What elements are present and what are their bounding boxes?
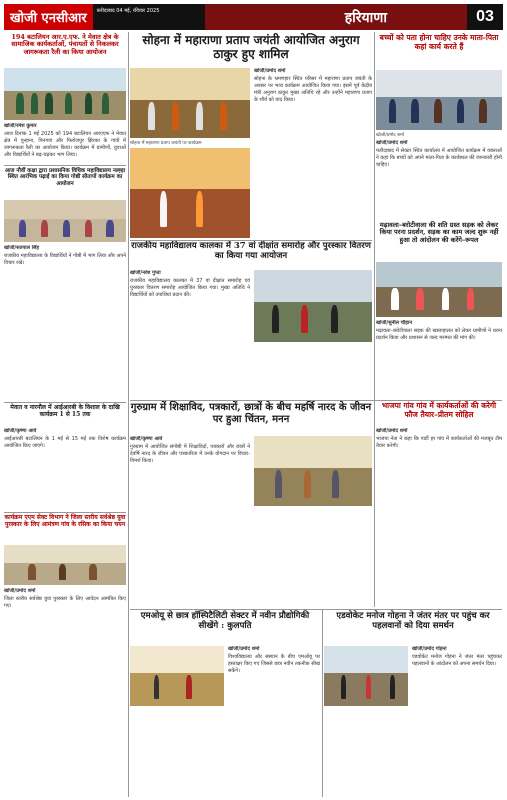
story-6-photo	[376, 262, 502, 317]
story-5-headline: राजकीय महाविद्यालय कालका में 37 वां दीक्षांत समारोह और पुरस्कार वितरण का किया गया आयोजन	[131, 241, 371, 261]
story-3-text	[376, 140, 502, 220]
story-1-byline: खोजी/रमेश कुमार	[4, 123, 37, 129]
story-10-text	[4, 588, 126, 628]
story-10-byline: खोजी/प्रमोद शर्मा	[4, 588, 36, 594]
page-number: 03	[467, 4, 503, 30]
story-6-headline: मढ़ावला–बरोटीवाला की शति ग्रस्त सड़क को लेकर किया परना प्रदर्शन, सड़क का काम जल्द शुरू नहीं हुआ तो आंदोलन की करेंगे–रूपल	[379, 221, 499, 244]
story-2-photo-main	[130, 68, 250, 138]
story-2-headline: सोहना में महाराणा प्रताप जयंती आयोजित अनुराग ठाकुर हुए शामिल	[142, 33, 360, 61]
story-12-byline: खोजी/प्रमोद गोहना	[412, 646, 447, 652]
story-8-body: गुरुग्राम में आयोजित संगोष्ठी में शिक्षाविदों, पत्रकारों और छात्रों ने देवर्षि नारद के जीवन और पत्रकारिता में उनके योगदान पर विचार-विमर्श किया।	[130, 444, 250, 464]
story-9-headline: भाजपा गांव गांव में कार्यकर्ताओं की करेगी फौज तैयार–प्रीतम सोहिल	[381, 401, 497, 419]
story-11-text	[228, 646, 320, 796]
story-2-photo-2	[130, 148, 250, 238]
story-6-text	[376, 320, 502, 380]
column-rule	[374, 32, 375, 607]
story-8-headline: गुरुग्राम में शिक्षाविद, पत्रकारों, छात्रों के बीच महर्षि नारद के जीवन पर हुआ चिंतन, मनन	[130, 402, 372, 425]
story-4-byline: खोजी/सतपाल सिंह	[4, 245, 40, 251]
story-8-text	[130, 436, 250, 576]
story-9-byline: खोजी/प्रमोद शर्मा	[376, 428, 408, 434]
story-4-photo	[4, 200, 126, 242]
story-6-body: मढ़ावला–बरोटीवाला सड़क की खस्ताहालत को लेकर ग्रामीणों ने धरना प्रदर्शन किया और प्रशासन से जल्द मरम्मत की मांग की।	[376, 328, 502, 341]
dateline: फ़रीदाबाद 04 मई, रविवार 2025	[93, 4, 205, 30]
story-12-body: एडवोकेट मनोज गोहना ने जंतर मंतर पहुंचकर पहलवानों के आंदोलन को अपना समर्थन दिया।	[412, 654, 502, 667]
story-2-caption: सोहना में महाराणा प्रताप जयंती पर कार्यक्रम	[130, 141, 202, 146]
photo-caption-credit: खोजी/प्रमोद शर्मा	[376, 133, 405, 138]
story-10-photo	[4, 545, 126, 585]
story-10-body: जिला स्तरीय सर्वश्रेष्ठ युवा पुरस्कार के लिए आवेदन आमंत्रित किए गए।	[4, 596, 126, 609]
story-11-byline: खोजी/प्रमोद शर्मा	[228, 646, 260, 652]
story-7-text	[4, 428, 126, 498]
story-6-byline: खोजी/सुनील चौहान	[376, 320, 412, 326]
section-title: हरियाणा	[205, 4, 467, 30]
story-4-text	[4, 245, 126, 285]
story-7-body: आईआरबी बटालियन के 1 मई से 15 मई तक विशेष कार्यक्रम आयोजित किए जाएंगे।	[4, 436, 126, 449]
story-1-text	[4, 123, 126, 163]
section-rule	[4, 165, 126, 166]
story-5-photo	[254, 270, 372, 342]
story-10-headline: कार्यक्रम एएम सेक्ट विभाग ने जिला स्तरीय सर्वश्रेष्ठ युवा पुरस्कार के लिए आमंत्रण गांव के रसिक का किया चयन	[4, 514, 126, 528]
story-2-text	[254, 68, 372, 188]
story-12-headline: एडवोकेट मनोज गोहना ने जंतर मंतर पर पहुंच कर पहलवानों को दिया समर्थन	[336, 611, 490, 631]
section-rule	[4, 402, 126, 403]
story-11-photo	[130, 646, 224, 706]
section-rule	[130, 400, 502, 401]
story-3-body: फरीदाबाद में सेक्टर स्थित कार्यालय में आयोजित कार्यक्रम में वक्ताओं ने कहा कि बच्चों को अपने माता-पिता के कार्यस्थल की जानकारी होनी चाहिए।	[376, 148, 502, 168]
section-rule	[130, 609, 502, 610]
story-3-byline: खोजी/प्रमोद शर्मा	[376, 140, 408, 146]
story-12-photo	[324, 646, 408, 706]
story-11-headline: एमओयू से छात्र हॉस्पिटैलिटी सेक्टर में नवीन प्रौद्योगिकी सीखेंगे : कुलपति	[140, 611, 310, 631]
story-3-photo	[376, 70, 502, 130]
story-8-photo	[254, 436, 372, 506]
story-7-headline: मेवात व नारनौल में आईआरबी के विशाल के दाखि कार्यक्रम 1 से 15 तक	[10, 404, 120, 418]
story-7-byline: खोजी/कृष्णा आर्य	[4, 428, 37, 434]
story-4-body: राजकीय महाविद्यालय के विद्यार्थियों ने गोष्ठी में भाग लिया और अपने विचार रखे।	[4, 253, 126, 266]
column-rule	[322, 609, 323, 797]
masthead	[4, 4, 503, 30]
newspaper-brand: खोजी एनसीआर	[4, 4, 93, 30]
story-1-photo	[4, 68, 126, 120]
story-12-text	[412, 646, 502, 796]
story-1-body: आज दिनांक 1 मई 2025 को 194 बटालियन आरएएफ ने मेवात क्षेत्र में पुन्हाना, पिनगवां और फिरोजपुर झिरका के गांवों में जागरूकता रैली का आयोजन किया। कार्यक्रम में ग्रामीणों, युवाओं और विद्यार्थियों ने बढ़-चढ़कर भाग लिया।	[4, 131, 126, 158]
story-1-headline: 194 बटालियन आर.ए.एफ. ने मेवात क्षेत्र के सामाजिक कार्यकर्ताओं, पंचायतों से निकलकर जागरूकता रैली का किया आयोजन	[11, 33, 119, 56]
story-11-body: विश्वविद्यालय और संस्थान के बीच एमओयू पर हस्ताक्षर किए गए जिससे छात्र नवीन तकनीक सीख सकेंगे।	[228, 654, 320, 674]
column-rule	[128, 32, 129, 797]
section-rule	[4, 512, 126, 513]
story-5-byline: खोजी/नरेश गुप्ता	[130, 270, 161, 276]
story-8-byline: खोजी/कृष्णा आर्य	[130, 436, 163, 442]
story-4-headline: आज नौवीं कक्षा द्वारा प्रशासनिक विधिक महाविद्यालय नल्ह्ड़ा स्थित आरंभिक पढ़ाई का किया गोष्ठी सीतापों कार्यक्रम का आयोजन	[4, 168, 126, 187]
story-5-text	[130, 270, 250, 400]
story-2-byline: खोजी/प्रमोद शर्मा	[254, 68, 286, 74]
story-3-headline: बच्चों को पता होना चाहिए उनके माता-पिता कहां कार्य करते हैं	[379, 33, 499, 51]
story-9-text	[376, 428, 502, 548]
story-9-body: भाजपा नेता ने कहा कि पार्टी हर गांव में कार्यकर्ताओं की मजबूत टीम तैयार करेगी।	[376, 436, 502, 449]
story-2-body: सोहना के भ्रमणहार स्थित परिसर में महाराणा प्रताप जयंती के अवसर पर भव्य कार्यक्रम आयोजित किया गया। इसमें पूर्व केंद्रीय मंत्री अनुराग ठाकुर मुख्य अतिथि रहे और उन्होंने महाराणा प्रताप के शौर्य को याद किया।	[254, 76, 372, 103]
section-rule	[130, 240, 372, 241]
story-5-body: राजकीय महाविद्यालय कालका में 37 वां दीक्षांत समारोह एवं पुरस्कार वितरण समारोह आयोजित किया गया। मुख्य अतिथि ने विद्यार्थियों को उपाधियां प्रदान कीं।	[130, 278, 250, 298]
